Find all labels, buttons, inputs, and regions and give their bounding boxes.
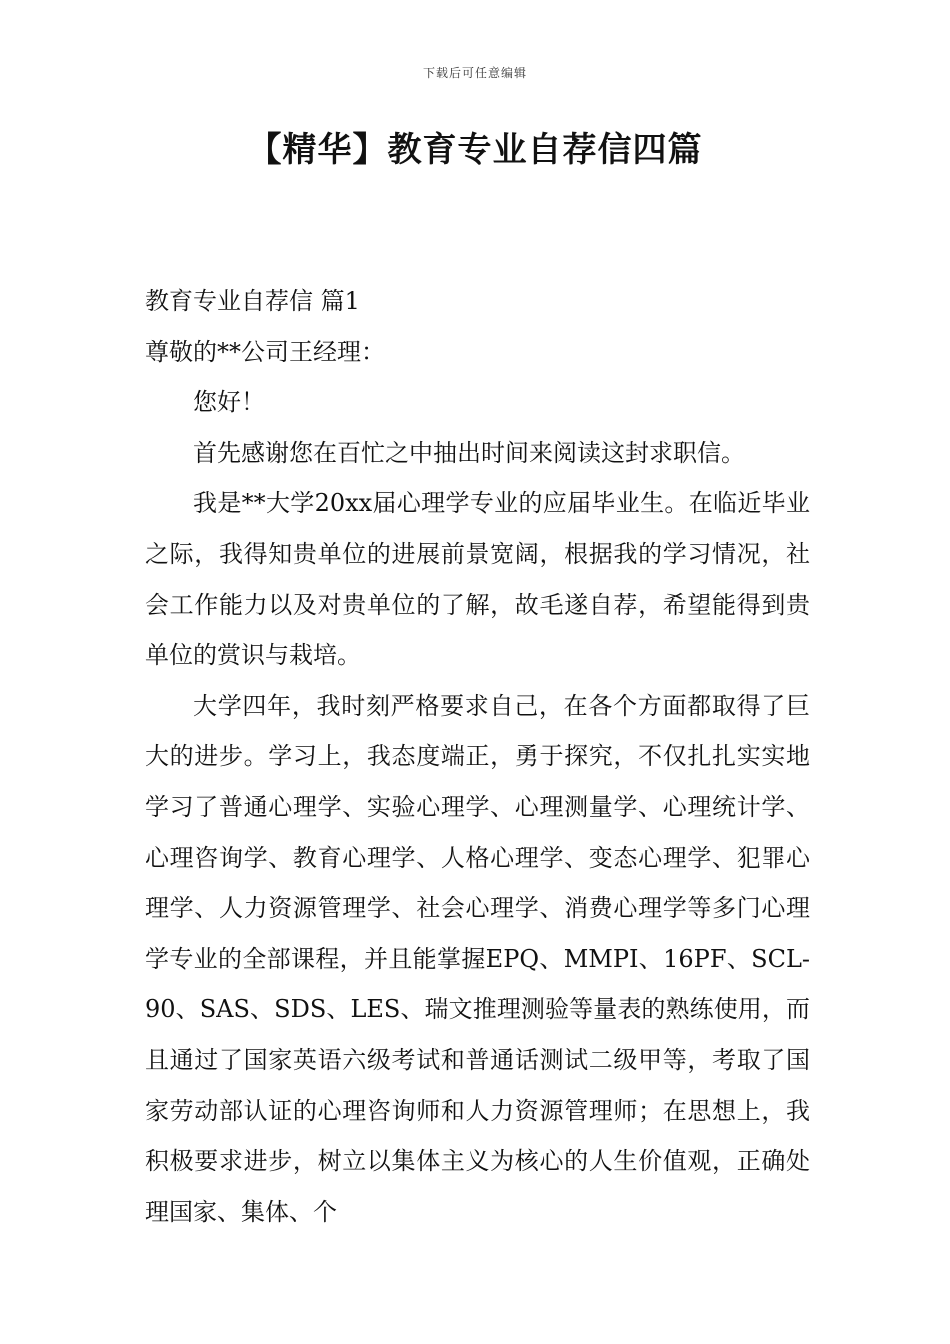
- salutation: 尊敬的**公司王经理：: [145, 337, 385, 366]
- paragraph: 我是**大学20xx届心理学专业的应届毕业生。在临近毕业之际，我得知贵单位的进展前景宽阔，根据我的学习情况，社会工作能力以及对贵单位的了解，故毛遂自荐，希望能得到贵单位的赏识与栽培。: [145, 489, 810, 670]
- document-title: 【精华】教育专业自荐信四篇: [247, 130, 703, 170]
- greeting: 您好！: [193, 388, 265, 417]
- header-note: 下载后可任意编辑: [422, 66, 527, 80]
- paragraph: 大学四年，我时刻严格要求自己，在各个方面都取得了巨大的进步。学习上，我态度端正，勇于探究，不仅扎扎实实地学习了普通心理学、实验心理学、心理测量学、心理统计学、心理咨询学、教育心理学、人格心理学、变态心理学、犯罪心理学、人力资源管理学、社会心理学、消费心理学等多门心理学专业的全部课程，并且能掌握EPQ、MMPI、16PF、SCL-90、SAS、SDS、LES、瑞文推理测验等量表的熟练使用，而且通过了国家英语六级考试和普通话测试二级甲等，考取了国家劳动部认证的心理咨询师和人力资源管理师；在思想上，我积极要求进步，树立以集体主义为核心的人生价值观，正确处理国家、集体、个: [145, 691, 810, 1226]
- document-body: [145, 276, 810, 1237]
- paragraph: 首先感谢您在百忙之中抽出时间来阅读这封求职信。: [193, 438, 745, 467]
- section-heading: 教育专业自荐信 篇1: [145, 287, 360, 315]
